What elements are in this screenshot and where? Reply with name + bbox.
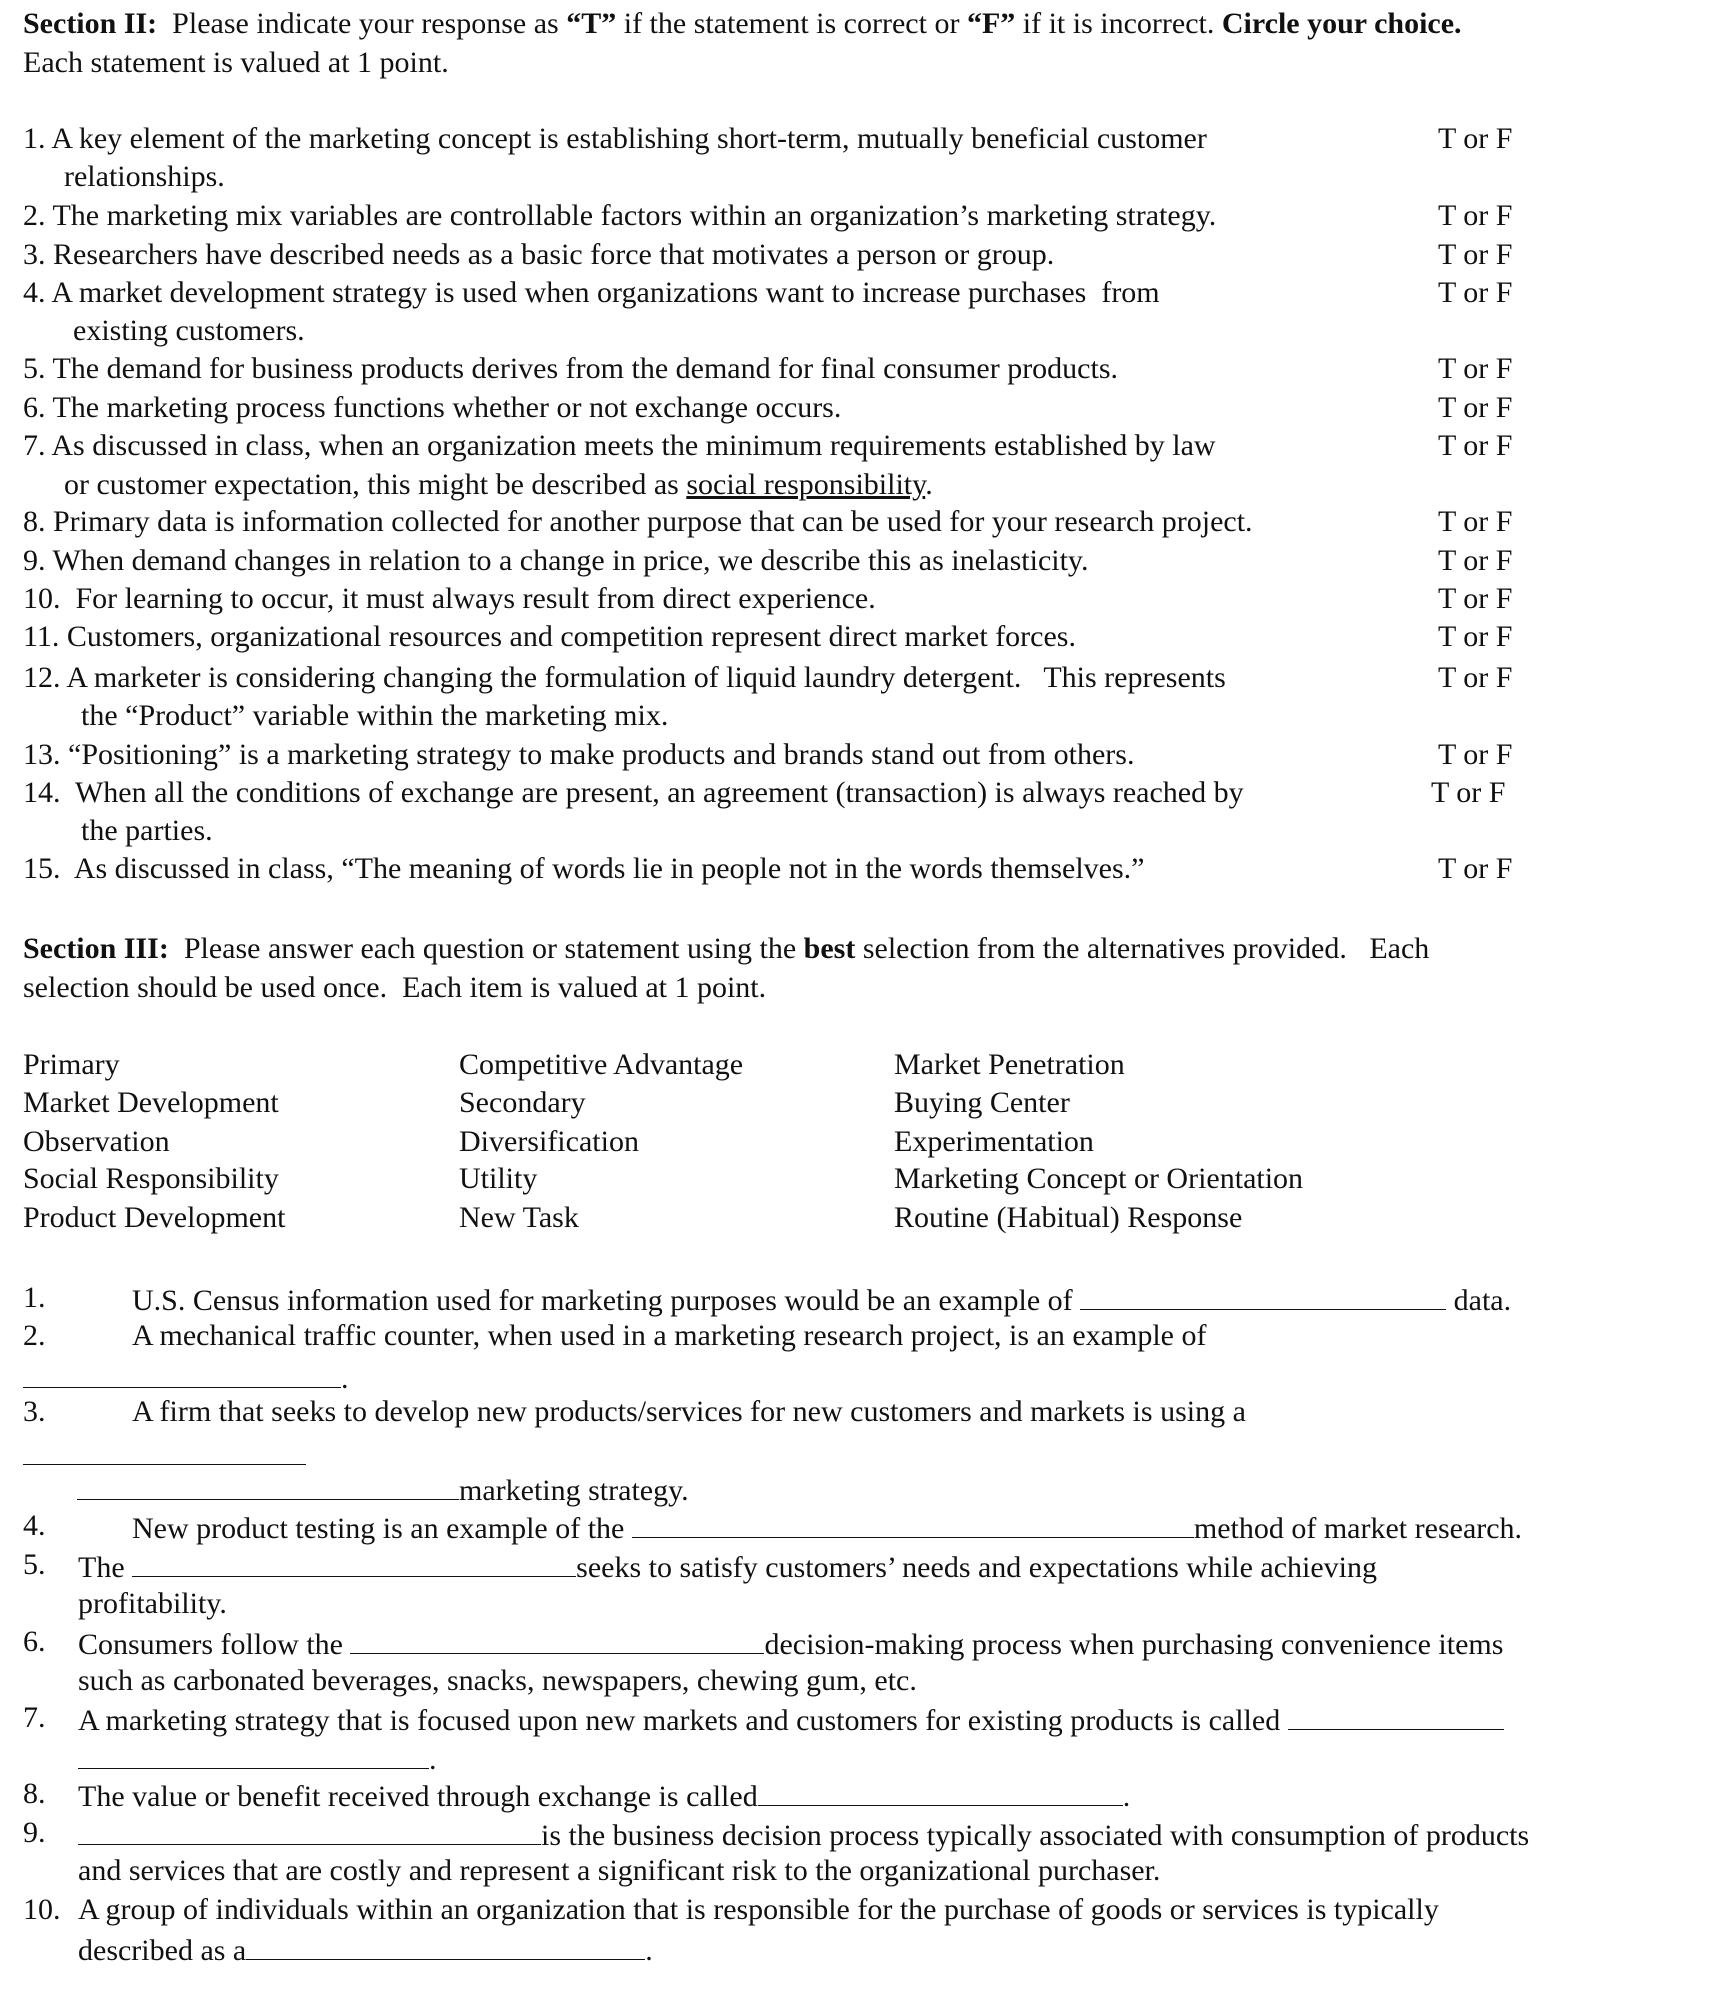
word-bank-term: Buying Center [894, 1086, 1070, 1119]
text-segment: A mechanical traffic counter, when used in a marketing research project, is an example of [132, 1319, 1207, 1352]
fill-in-line [78, 1623, 1503, 1661]
text-segment: decision-making process when purchasing convenience items [764, 1628, 1504, 1661]
text-segment: the parties. [81, 814, 213, 847]
tf-statement-line [23, 197, 1216, 235]
fill-in-line [78, 1891, 1439, 1929]
item-number: 10. [23, 582, 68, 615]
text-segment: method of market research. [1193, 1512, 1523, 1545]
text-segment: if the statement is correct or [616, 7, 967, 40]
answer-blank[interactable] [350, 1623, 764, 1654]
true-false-choice[interactable]: T or F [1438, 352, 1513, 385]
text-segment: U.S. Census information used for marketing purposes would be an example of [132, 1284, 1081, 1317]
text-segment: The marketing process functions whether or not exchange occurs. [52, 391, 842, 424]
word-bank-term: New Task [459, 1201, 579, 1234]
fill-in-line [78, 1546, 1377, 1584]
true-false-choice[interactable]: T or F [1438, 238, 1513, 271]
answer-blank[interactable] [632, 1507, 1194, 1538]
tf-statement-line [23, 580, 876, 618]
text-segment: or customer expectation, this might be described as [64, 468, 687, 501]
word-bank-term: Routine (Habitual) Response [894, 1201, 1243, 1234]
fill-in-line [132, 1393, 1246, 1431]
text-segment: A marketing strategy that is focused upon new markets and customers for existing products is called [78, 1704, 1288, 1737]
tf-statement-line [23, 236, 1054, 274]
tf-statement-line [23, 274, 1160, 312]
text-segment: profitability. [78, 1587, 227, 1620]
item-number: 3. [23, 1395, 46, 1428]
word-bank-term: Market Development [23, 1086, 279, 1119]
text-segment: A group of individuals within an organization that is responsible for the purchase of goods or services is typically [78, 1893, 1439, 1926]
fill-in-line [77, 1469, 689, 1507]
word-bank-term: Social Responsibility [23, 1162, 279, 1195]
tf-statement-line [23, 389, 841, 427]
tf-statement-line [23, 850, 1144, 888]
true-false-choice[interactable]: T or F [1438, 661, 1513, 694]
fill-in-line [78, 1814, 1529, 1852]
tf-statement-line [23, 542, 1088, 580]
word-bank-term: Secondary [459, 1086, 586, 1119]
text-segment: seeks to satisfy customers’ needs and expectations while achieving [576, 1551, 1378, 1584]
text-segment: The value or benefit received through exchange is called [78, 1780, 758, 1813]
tf-statement-line [64, 158, 225, 196]
text-segment: the “Product” variable within the marketing mix. [81, 699, 669, 732]
text-segment: A market development strategy is used when organizations want to increase purchases from [51, 276, 1160, 309]
text-segment: A marketer is considering changing the formulation of liquid laundry detergent. This represents [66, 661, 1226, 694]
true-false-choice[interactable]: T or F [1438, 429, 1513, 462]
text-segment: . [341, 1362, 349, 1395]
item-number: 9. [23, 1816, 46, 1849]
item-number: 4. [23, 276, 52, 309]
item-number: 1. [23, 122, 52, 155]
tf-statement-line [23, 774, 1244, 812]
fill-in-line [132, 1279, 1511, 1317]
true-false-choice[interactable]: T or F [1438, 199, 1513, 232]
true-false-choice[interactable]: T or F [1438, 852, 1513, 885]
fill-in-line [78, 1738, 437, 1776]
text-segment: . [1122, 1780, 1131, 1813]
text-segment: and services that are costly and represent a significant risk to the organizational purchaser. [78, 1854, 1161, 1887]
word-bank-term: Market Penetration [894, 1048, 1125, 1081]
text-segment: existing customers. [73, 314, 305, 347]
text-segment: A key element of the marketing concept is establishing short-term, mutually beneficial customer [51, 122, 1207, 155]
true-false-choice[interactable]: T or F [1438, 505, 1513, 538]
answer-blank[interactable] [758, 1775, 1123, 1806]
text-segment: Section II: [23, 7, 158, 40]
tf-statement-line [81, 697, 668, 735]
section-2-instructions [23, 5, 1462, 43]
text-segment: Please answer each question or statement using the [168, 932, 804, 965]
item-number: 3. [23, 238, 53, 271]
tf-statement-line [23, 503, 1253, 541]
answer-blank[interactable] [77, 1469, 459, 1500]
item-number: 2. [23, 199, 53, 232]
text-segment: . [429, 1743, 437, 1776]
item-number: 11. [23, 620, 67, 653]
tf-statement-line [81, 812, 213, 850]
text-segment: . [645, 1934, 653, 1967]
text-segment: The marketing mix variables are controllable factors within an organization’s marketing strategy. [52, 199, 1217, 232]
text-segment: A firm that seeks to develop new products/services for new customers and markets is using a [132, 1395, 1246, 1428]
item-number: 8. [23, 1777, 46, 1810]
answer-blank[interactable] [132, 1546, 576, 1577]
item-number: 6. [23, 1625, 46, 1658]
text-segment: if it is incorrect. [1015, 7, 1222, 40]
item-number: 9. [23, 544, 53, 577]
item-number: 1. [23, 1281, 46, 1314]
item-number: 7. [23, 429, 52, 462]
answer-blank[interactable] [78, 1814, 541, 1845]
true-false-choice[interactable]: T or F [1438, 582, 1513, 615]
item-number: 7. [23, 1701, 46, 1734]
item-number: 5. [23, 1548, 46, 1581]
fill-in-line [132, 1507, 1522, 1545]
true-false-choice[interactable]: T or F [1438, 738, 1513, 771]
answer-blank[interactable] [1080, 1279, 1446, 1310]
fill-in-line [23, 1434, 306, 1472]
text-segment: selection should be used once. Each item is valued at 1 point. [23, 971, 767, 1004]
text-segment: relationships. [64, 160, 225, 193]
text-segment: Customers, organizational resources and competition represent direct market forces. [66, 620, 1076, 653]
text-segment: data. [1446, 1284, 1512, 1317]
item-number: 6. [23, 391, 53, 424]
text-segment: For learning to occur, it must always result from direct experience. [68, 582, 876, 615]
text-segment: described as a [78, 1934, 247, 1967]
tf-statement-line [23, 659, 1226, 697]
text-segment: “Positioning” is a marketing strategy to make products and brands stand out from others. [68, 738, 1135, 771]
item-number: 10. [23, 1893, 61, 1926]
text-segment: As discussed in class, “The meaning of words lie in people not in the words themselves.” [68, 852, 1145, 885]
true-false-choice[interactable]: T or F [1438, 122, 1513, 155]
answer-blank[interactable] [246, 1929, 645, 1960]
true-false-choice[interactable]: T or F [1438, 391, 1513, 424]
item-number: 4. [23, 1509, 46, 1542]
text-segment: New product testing is an example of the [132, 1512, 632, 1545]
tf-statement-line [23, 736, 1134, 774]
text-segment: social responsibility [686, 468, 926, 501]
word-bank-term: Marketing Concept or Orientation [894, 1162, 1304, 1195]
text-segment: When demand changes in relation to a change in price, we describe this as inelasticity. [52, 544, 1089, 577]
answer-blank[interactable] [1288, 1699, 1504, 1730]
text-segment: Researchers have described needs as a basic force that motivates a person or group. [53, 238, 1055, 271]
fill-in-line [78, 1852, 1160, 1890]
word-bank-term: Experimentation [894, 1125, 1094, 1158]
answer-blank[interactable] [23, 1357, 341, 1388]
section-3-instructions [23, 930, 1429, 968]
answer-blank[interactable] [78, 1738, 429, 1769]
text-segment: As discussed in class, when an organization meets the minimum requirements established by law [51, 429, 1216, 462]
text-segment: . [925, 468, 933, 501]
fill-in-line [78, 1585, 227, 1623]
answer-blank[interactable] [23, 1434, 306, 1465]
fill-in-line [132, 1317, 1206, 1355]
section-2-instructions [23, 44, 449, 82]
item-number: 2. [23, 1319, 46, 1352]
true-false-choice[interactable]: T or F [1431, 776, 1506, 809]
fill-in-line [78, 1662, 917, 1700]
text-segment: such as carbonated beverages, snacks, newspapers, chewing gum, etc. [78, 1664, 917, 1697]
text-segment: Circle your choice. [1221, 7, 1462, 40]
word-bank-term: Utility [459, 1162, 538, 1195]
word-bank-term: Diversification [459, 1125, 639, 1158]
tf-statement-line [73, 312, 305, 350]
true-false-choice[interactable]: T or F [1438, 620, 1513, 653]
fill-in-line [78, 1775, 1130, 1813]
fill-in-line [78, 1699, 1504, 1737]
item-number: 13. [23, 738, 68, 771]
section-3-instructions [23, 969, 766, 1007]
item-number: 5. [23, 352, 53, 385]
item-number: 14. [23, 776, 68, 809]
text-segment: “F” [966, 7, 1016, 40]
item-number: 8. [23, 505, 53, 538]
text-segment: selection from the alternatives provided. Each [855, 932, 1430, 965]
text-segment: Primary data is information collected for another purpose that can be used for your research project. [53, 505, 1253, 538]
true-false-choice[interactable]: T or F [1438, 544, 1513, 577]
text-segment: When all the conditions of exchange are present, an agreement (transaction) is always reached by [68, 776, 1244, 809]
fill-in-line [23, 1357, 349, 1395]
text-segment: Please indicate your response as [157, 7, 567, 40]
text-segment: “T” [566, 7, 617, 40]
text-segment: Consumers follow the [78, 1628, 351, 1661]
word-bank-term: Competitive Advantage [459, 1048, 744, 1081]
tf-statement-line [23, 350, 1118, 388]
fill-in-line [78, 1929, 653, 1967]
word-bank-term: Observation [23, 1125, 170, 1158]
text-segment: is the business decision process typically associated with consumption of products [541, 1819, 1530, 1852]
text-segment: Section III: [23, 932, 169, 965]
text-segment: The demand for business products derives from the demand for final consumer products. [52, 352, 1119, 385]
tf-statement-line [23, 427, 1216, 465]
tf-statement-line [23, 120, 1207, 158]
text-segment: best [803, 932, 856, 965]
word-bank-term: Product Development [23, 1201, 286, 1234]
true-false-choice[interactable]: T or F [1438, 276, 1513, 309]
item-number: 12. [23, 661, 67, 694]
word-bank-term: Primary [23, 1048, 120, 1081]
tf-statement-line [64, 466, 933, 504]
text-segment: The [78, 1551, 133, 1584]
tf-statement-line [23, 618, 1076, 656]
text-segment: Each statement is valued at 1 point. [23, 46, 449, 79]
text-segment: marketing strategy. [459, 1474, 689, 1507]
item-number: 15. [23, 852, 68, 885]
